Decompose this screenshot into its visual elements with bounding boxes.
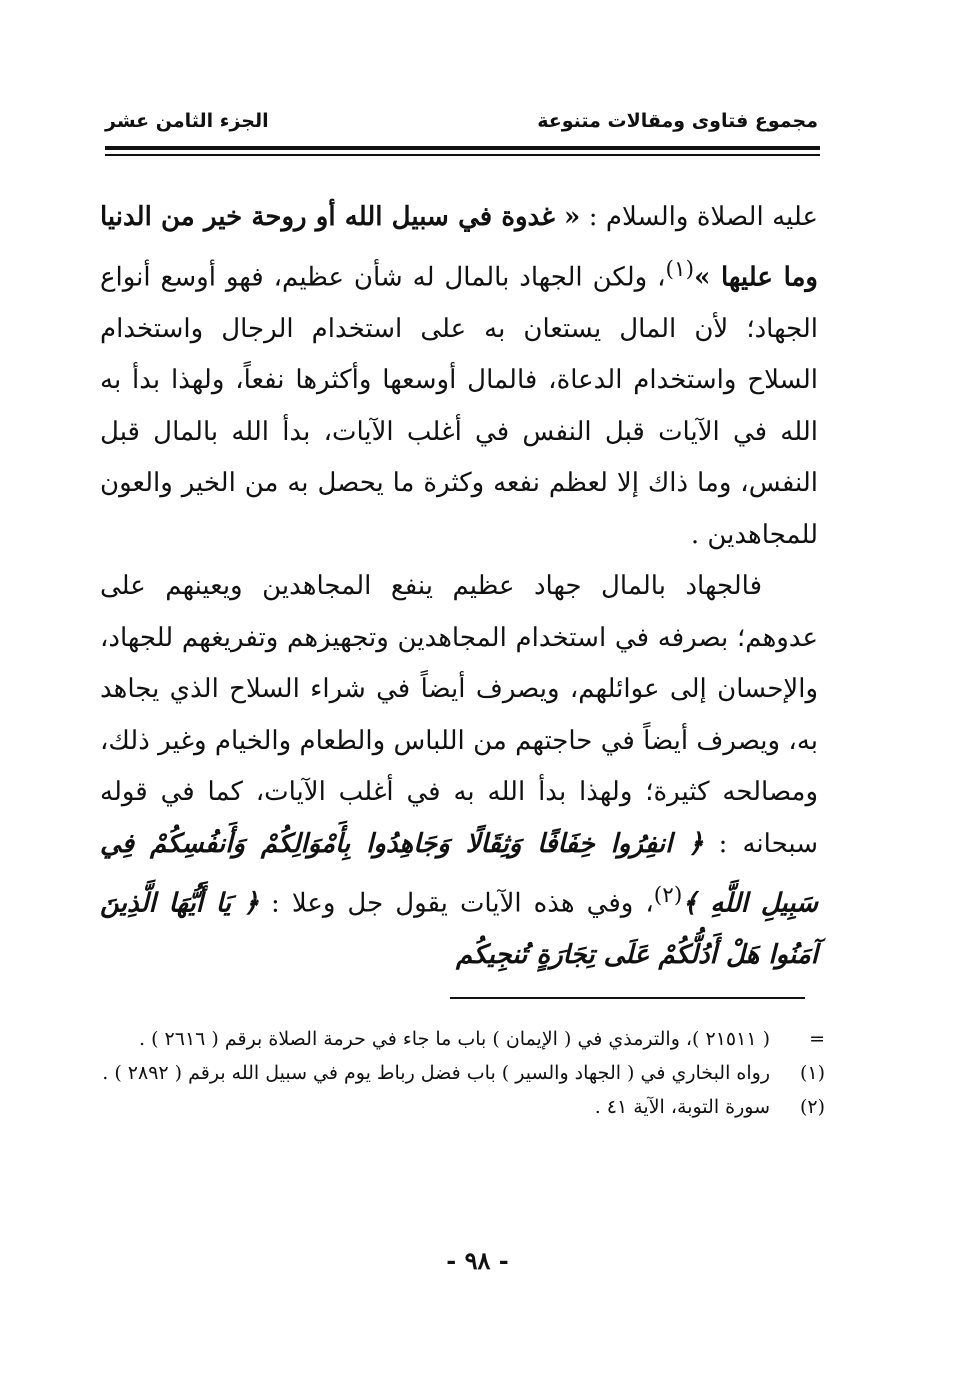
footnote-ref-2: (٢): [653, 883, 683, 909]
footnote-ref-1: (١): [665, 256, 695, 282]
page-number: - ٩٨ -: [446, 1246, 509, 1275]
header-rule-thick: [105, 146, 820, 150]
paragraph-2: [100, 561, 818, 982]
footnote-text: رواه البخاري في ( الجهاد والسير ) باب فضل رباط يوم في سبيل الله برقم ( ٢٨٩٢ ) .: [102, 1062, 770, 1084]
paragraph-1-lead: عليه الصلاة والسلام :: [580, 202, 819, 232]
footnote-separator: [450, 997, 805, 999]
volume-label: الجزء الثامن عشر: [105, 110, 269, 132]
footnote-mark: =: [809, 1028, 825, 1050]
hadith-quote: « غدوة في سبيل الله أو روحة خير من الدنيا وما عليها »: [100, 202, 818, 293]
footnote-mark: (١): [799, 1062, 825, 1084]
paragraph-2-mid: ، وفي هذه الآيات يقول جل وعلا :: [259, 888, 654, 919]
book-title: مجموع فتاوى ومقالات متنوعة: [537, 110, 818, 132]
paragraph-2-lead: فالجهاد بالمال جهاد عظيم ينفع المجاهدين ويعينهم على عدوهم؛ بصرفه في استخدام المجاهدين وتجهيزهم وتفريغهم للجهاد، والإحسان إلى عوائلهم، ويصرف أيضاً في شراء السلاح الذي يجاهد به، ويصرف أيضاً في حاجتهم من اللباس والطعام والخيام وغير ذلك، ومصالحه كثيرة؛ ولهذا بدأ الله به في أغلب الآيات، كما في قوله سبحانه :: [100, 571, 818, 859]
footnote-text: ( ٢١٥١١ )، والترمذي في ( الإيمان ) باب ما جاء في حرمة الصلاة برقم ( ٢٦١٦ ) .: [139, 1028, 770, 1050]
quran-verse-1: ﴿ انفِرُوا خِفَافًا وَثِقَالًا وَجَاهِدُوا بِأَمْوَالِكُمْ وَأَنفُسِكُمْ فِي سَبِيلِ اللَّهِ ﴾: [100, 828, 818, 919]
header-rule-thin: [105, 154, 820, 156]
footnote-2: [80, 1090, 825, 1124]
footnote-text: سورة التوبة، الآية ٤١ .: [594, 1096, 770, 1118]
paragraph-1-rest: ، ولكن الجهاد بالمال له شأن عظيم، فهو أوسع أنواع الجهاد؛ لأن المال يستعان به على استخدام الرجال واستخدام السلاح واستخدام الدعاة، فالمال أوسعها وأكثرها نفعاً، ولهذا بدأ به الله في الآيات قبل النفس في أغلب الآيات، بدأ الله بالمال قبل النفس، وما ذاك إلا لعظم نفعه وكثرة ما يحصل به من الخير والعون للمجاهدين .: [100, 262, 818, 550]
footnote-mark: (٢): [799, 1096, 825, 1118]
footnotes: [80, 1022, 825, 1124]
quran-verse-2: ﴿ يَا أَيُّهَا الَّذِينَ آمَنُوا هَلْ أَدُلُّكُمْ عَلَى تِجَارَةٍ تُنجِيكُم: [100, 888, 818, 971]
footnote-1: [80, 1056, 825, 1090]
paragraph-1: [100, 192, 818, 561]
main-text: [100, 192, 818, 982]
footnote-continuation: [80, 1022, 825, 1056]
running-header: [105, 104, 818, 144]
